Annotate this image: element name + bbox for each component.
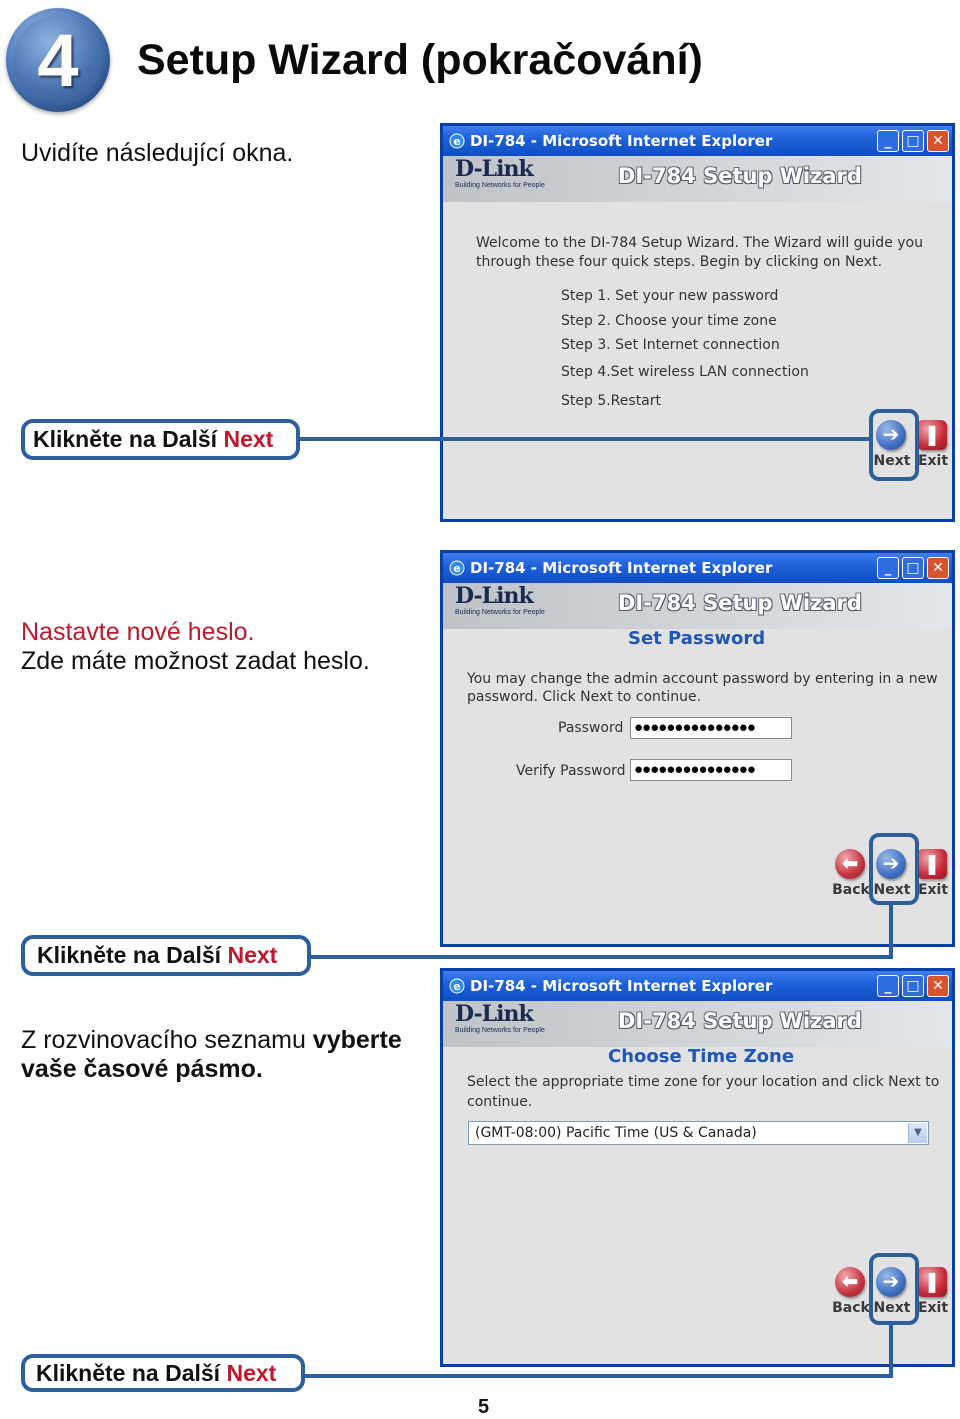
welcome-line-2: through these four quick steps. Begin by clicking on Next. — [476, 254, 883, 270]
callout-click-next — [21, 935, 311, 976]
callout-text: Klikněte na Další — [36, 1360, 221, 1386]
dlink-tagline: Building Networks for People — [455, 609, 545, 616]
callout-connector — [889, 1323, 893, 1378]
callout-next-word: Next — [227, 942, 278, 968]
back-button[interactable] — [829, 1267, 873, 1327]
callout-click-next — [21, 1354, 305, 1392]
timezone-instruction-bold: vyberte — [312, 1026, 402, 1054]
close-button[interactable]: ✕ — [927, 557, 949, 579]
back-arrow-icon: ⬅ — [835, 849, 865, 879]
next-highlight-frame — [869, 1253, 919, 1325]
chevron-down-icon[interactable]: ▼ — [908, 1123, 927, 1143]
set-password-subheading: Set Password — [628, 628, 766, 649]
svg-text:e: e — [453, 980, 461, 993]
callout-connector — [308, 955, 893, 959]
step-item: Step 1. Set your new password — [561, 288, 779, 304]
verify-password-label: Verify Password — [516, 763, 626, 779]
exit-icon: ❚ — [917, 420, 947, 450]
next-highlight-frame — [869, 833, 919, 905]
back-arrow-icon: ⬅ — [835, 1267, 865, 1297]
minimize-button[interactable]: _ — [877, 975, 899, 997]
back-button[interactable] — [829, 849, 873, 909]
callout-text: Klikněte na Další — [33, 426, 218, 452]
next-arrow-icon: ➔ — [876, 849, 906, 879]
step-item: Step 4.Set wireless LAN connection — [561, 364, 809, 380]
svg-text:e: e — [453, 135, 461, 148]
page-title: Setup Wizard (pokračování) — [137, 36, 703, 84]
timezone-instructions-1: Select the appropriate time zone for your location and click Next to — [467, 1074, 940, 1090]
dlink-logo: D-Link — [455, 1001, 533, 1027]
set-password-heading: Nastavte nové heslo. — [21, 618, 255, 646]
step-item: Step 2. Choose your time zone — [561, 313, 777, 329]
set-password-desc: Zde máte možnost zadat heslo. — [21, 647, 370, 675]
exit-icon: ❚ — [917, 1267, 947, 1297]
step-item: Step 5.Restart — [561, 393, 662, 409]
window-title: DI-784 - Microsoft Internet Explorer — [470, 977, 773, 995]
next-label: Next — [873, 1300, 911, 1316]
wizard-title: DI-784 Setup Wizard — [618, 164, 862, 188]
exit-label: Exit — [917, 882, 949, 898]
callout-click-next — [21, 419, 300, 460]
window-titlebar — [443, 553, 952, 583]
callout-connector — [297, 437, 872, 441]
next-arrow-icon: ➔ — [876, 1267, 906, 1297]
ie-icon — [448, 132, 466, 150]
maximize-button[interactable]: □ — [902, 130, 924, 152]
dlink-tagline: Building Networks for People — [455, 1027, 545, 1034]
timezone-instruction-normal: Z rozvinovacího seznamu — [21, 1026, 313, 1054]
minimize-button[interactable]: _ — [877, 130, 899, 152]
welcome-line-1: Welcome to the DI-784 Setup Wizard. The Wizard will guide you — [476, 235, 923, 251]
svg-text:e: e — [453, 562, 461, 575]
close-button[interactable]: ✕ — [927, 130, 949, 152]
choose-timezone-subheading: Choose Time Zone — [608, 1046, 795, 1067]
timezone-instruction-line-2: vaše časové pásmo. — [21, 1055, 263, 1083]
dlink-logo: D-Link — [455, 583, 533, 609]
window-title: DI-784 - Microsoft Internet Explorer — [470, 559, 773, 577]
callout-connector — [302, 1374, 893, 1378]
step-number: 4 — [37, 19, 79, 102]
step-item: Step 3. Set Internet connection — [561, 337, 780, 353]
wizard-title: DI-784 Setup Wizard — [618, 1009, 862, 1033]
back-label: Back — [832, 1300, 870, 1316]
next-label: Next — [873, 882, 911, 898]
password-instructions-2: password. Click Next to continue. — [467, 689, 702, 705]
exit-label: Exit — [917, 453, 949, 469]
callout-text: Klikněte na Další — [37, 942, 222, 968]
password-input[interactable]: ●●●●●●●●●●●●●●● — [630, 717, 792, 739]
close-button[interactable]: ✕ — [927, 975, 949, 997]
timezone-selected-value: (GMT-08:00) Pacific Time (US & Canada) — [475, 1125, 757, 1141]
maximize-button[interactable]: □ — [902, 975, 924, 997]
timezone-select[interactable] — [468, 1121, 929, 1145]
intro-text: Uvidíte následující okna. — [21, 139, 294, 167]
dlink-tagline: Building Networks for People — [455, 182, 545, 189]
exit-icon: ❚ — [917, 849, 947, 879]
ie-icon — [448, 977, 466, 995]
timezone-instructions-2: continue. — [467, 1094, 533, 1110]
password-label: Password — [558, 720, 624, 736]
minimize-button[interactable]: _ — [877, 557, 899, 579]
callout-next-word: Next — [223, 426, 274, 452]
dlink-logo: D-Link — [455, 156, 533, 182]
window-titlebar — [443, 971, 952, 1001]
maximize-button[interactable]: □ — [902, 557, 924, 579]
back-label: Back — [832, 882, 870, 898]
ie-icon — [448, 559, 466, 577]
wizard-title: DI-784 Setup Wizard — [618, 591, 862, 615]
step-badge — [6, 8, 110, 112]
password-instructions-1: You may change the admin account password by entering in a new — [467, 671, 938, 687]
exit-label: Exit — [917, 1300, 949, 1316]
verify-password-input[interactable]: ●●●●●●●●●●●●●●● — [630, 759, 792, 781]
window-titlebar — [443, 126, 952, 156]
window-title: DI-784 - Microsoft Internet Explorer — [470, 132, 773, 150]
page-number: 5 — [478, 1396, 490, 1418]
next-highlight-frame — [869, 409, 919, 481]
next-label: Next — [873, 453, 911, 469]
next-arrow-icon: ➔ — [876, 420, 906, 450]
timezone-instruction-line-1 — [21, 1026, 402, 1055]
callout-next-word: Next — [226, 1360, 277, 1386]
callout-connector — [889, 903, 893, 959]
